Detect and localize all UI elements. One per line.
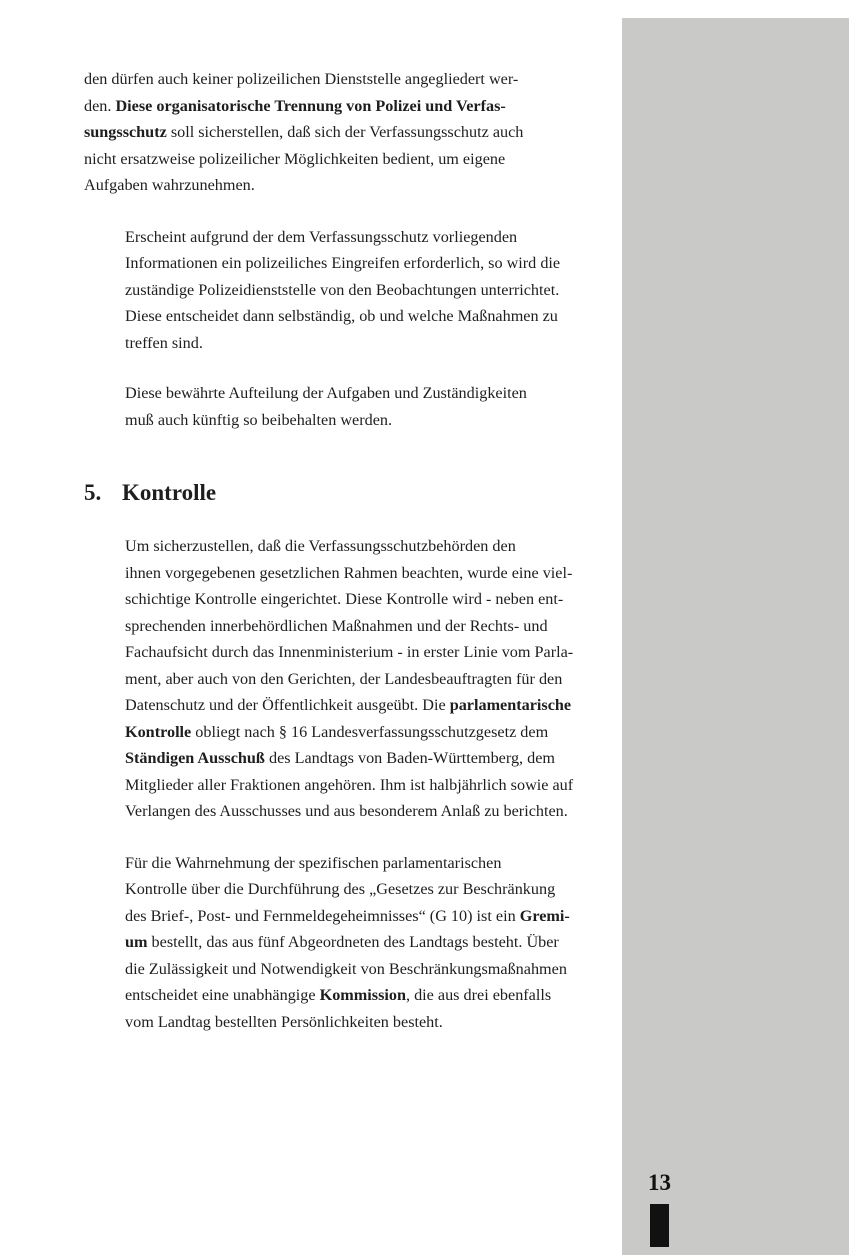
text-run: soll sicherstellen, daß sich der Verfassungsschutz auch	[166, 123, 524, 141]
text-run: Verlangen des Ausschusses und aus besonderem Anlaß zu berichten.	[125, 802, 568, 820]
text-line	[84, 66, 604, 93]
text-run: bestellt, das aus fünf Abgeordneten des Landtags besteht. Über	[147, 933, 559, 951]
text-line	[125, 666, 604, 693]
text-line	[125, 719, 604, 746]
text-line	[125, 586, 604, 613]
text-line	[84, 172, 604, 199]
paragraph-police-intervention	[84, 224, 604, 357]
text-line	[125, 745, 604, 772]
paragraph-control	[84, 533, 604, 825]
text-line	[84, 146, 604, 173]
text-run: , die aus drei ebenfalls	[405, 986, 552, 1004]
text-run: nicht ersatzweise polizeilicher Möglichkeiten bedient, um eigene	[84, 149, 506, 168]
text-line	[125, 929, 604, 956]
text-run: den.	[84, 96, 116, 115]
text-run: Diese bewährte Aufteilung der Aufgaben und Zuständigkeiten	[125, 384, 527, 402]
bold-text-run: Kontrolle	[125, 722, 192, 741]
text-line	[125, 330, 604, 357]
text-line	[125, 798, 604, 825]
text-run: des Brief-, Post- und Fernmeldegeheimnisses“ (G 10) ist ein	[125, 906, 520, 925]
text-line	[125, 613, 604, 640]
text-run: muß auch künftig so beibehalten werden.	[125, 410, 393, 429]
page-number: 13	[648, 1170, 671, 1195]
text-run: zuständige Polizeidienststelle von den Beobachtungen unterrichtet.	[125, 280, 560, 299]
bold-text-run: Diese organisatorische Trennung von Polizei und Verfas-	[115, 96, 506, 115]
text-run: Für die Wahrnehmung der spezifischen parlamentarischen	[125, 853, 502, 872]
side-bar	[622, 18, 849, 1255]
text-run: Kontrolle über die Durchführung des „Gesetzes zur Beschränkung	[125, 880, 556, 898]
bold-text-run: Gremi-	[519, 906, 570, 925]
text-run: den dürfen auch keiner polizeilichen Dienststelle angegliedert wer-	[84, 70, 519, 88]
text-line	[125, 224, 604, 251]
text-run: die Zulässigkeit und Notwendigkeit von Beschränkungsmaßnahmen	[125, 959, 567, 978]
text-line	[125, 533, 604, 560]
bold-text-run: parlamentarische	[449, 696, 572, 714]
text-line	[125, 1009, 604, 1036]
bold-text-run: um	[125, 933, 148, 951]
text-run: vom Landtag bestellten Persönlichkeiten besteht.	[125, 1012, 443, 1031]
text-line	[125, 772, 604, 799]
text-run: Fachaufsicht durch das Innenministerium - in erster Linie vom Parla-	[125, 643, 574, 661]
bold-text-run: Ständigen Ausschuß	[125, 749, 265, 767]
text-run: Mitglieder aller Fraktionen angehören. Ihm ist halbjährlich sowie auf	[125, 775, 574, 794]
text-line	[125, 850, 604, 877]
text-line	[125, 956, 604, 983]
text-line	[125, 639, 604, 666]
text-line	[125, 876, 604, 903]
section-title: Kontrolle	[122, 480, 217, 505]
text-line	[125, 903, 604, 930]
text-run: obliegt nach § 16 Landesverfassungsschutzgesetz dem	[191, 722, 549, 741]
section-heading	[84, 478, 604, 508]
text-run: Erscheint aufgrund der dem Verfassungsschutz vorliegenden	[125, 227, 518, 246]
text-run: entscheidet eine unabhängige	[125, 986, 320, 1004]
text-run: Datenschutz und der Öffentlichkeit ausgeübt. Die	[125, 696, 450, 714]
text-run: Diese entscheidet dann selbständig, ob und welche Maßnahmen zu	[125, 307, 558, 325]
bold-text-run: sungsschutz	[84, 123, 167, 141]
text-line	[125, 303, 604, 330]
paragraph-separation	[84, 66, 604, 199]
text-run: ihnen vorgegebenen gesetzlichen Rahmen beachten, wurde eine viel-	[125, 563, 573, 582]
text-run: schichtige Kontrolle eingerichtet. Diese Kontrolle wird - neben ent-	[125, 590, 564, 608]
text-line	[84, 93, 604, 120]
text-run: des Landtags von Baden-Württemberg, dem	[264, 749, 556, 767]
text-run: ment, aber auch von den Gerichten, der Landesbeauftragten für den	[125, 669, 563, 688]
text-run: Um sicherzustellen, daß die Verfassungsschutzbehörden den	[125, 537, 516, 555]
text-line	[125, 560, 604, 587]
text-run: Aufgaben wahrzunehmen.	[84, 176, 255, 194]
text-run: sprechenden innerbehördlichen Maßnahmen und der Rechts- und	[125, 616, 548, 635]
text-line	[125, 250, 604, 277]
text-run: Informationen ein polizeiliches Eingreifen erforderlich, so wird die	[125, 254, 561, 272]
paragraph-division-of-tasks	[84, 380, 604, 433]
page-marker	[650, 1204, 669, 1247]
text-line	[125, 380, 604, 407]
text-column	[84, 66, 604, 1035]
text-line	[125, 982, 604, 1009]
text-line	[125, 692, 604, 719]
text-line	[84, 119, 604, 146]
paragraph-g10-committee	[84, 850, 604, 1036]
section-number: 5.	[84, 480, 102, 505]
text-run: treffen sind.	[125, 333, 203, 352]
text-line	[125, 407, 604, 434]
bold-text-run: Kommission	[319, 986, 406, 1004]
text-line	[125, 277, 604, 304]
